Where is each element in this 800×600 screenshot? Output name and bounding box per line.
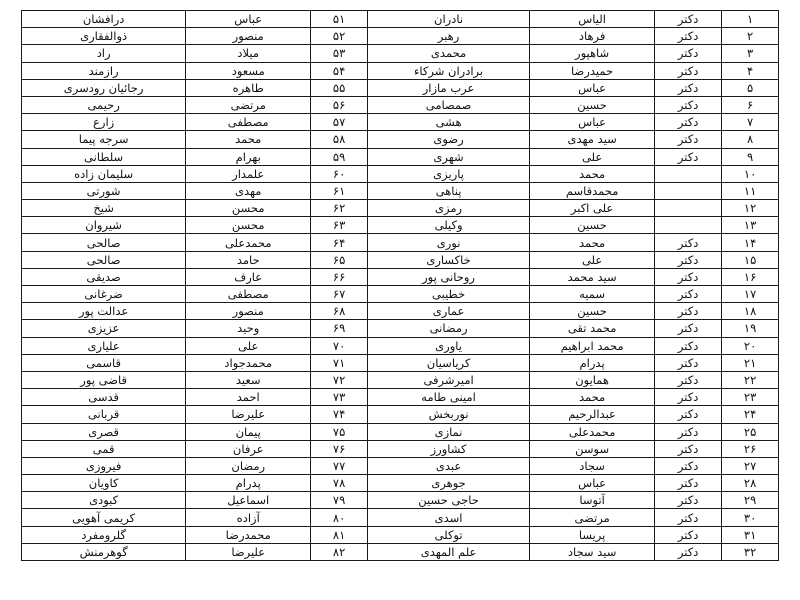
row-number-cell: ۵۸ [311,131,368,148]
title-cell: دکتر [655,389,722,406]
roster-table [21,10,779,561]
first-name-cell: عارف [186,268,311,285]
last-name-cell: کبودی [22,492,186,509]
first-name-cell: مرتضی [530,509,655,526]
first-name-cell: محمد [530,165,655,182]
first-name-cell: محمدعلی [530,423,655,440]
row-number-cell: ۱۸ [722,303,779,320]
table-row [22,406,779,423]
row-number-cell: ۸۲ [311,543,368,560]
table-row [22,217,779,234]
table-row [22,492,779,509]
first-name-cell: محمدرضا [186,526,311,543]
row-number-cell: ۲۶ [722,440,779,457]
first-name-cell: عباس [530,475,655,492]
last-name-cell: قصری [22,423,186,440]
first-name-cell: عباس [530,114,655,131]
row-number-cell: ۲۰ [722,337,779,354]
first-name-cell: پدرام [186,475,311,492]
first-name-cell: وحید [186,320,311,337]
table-row [22,543,779,560]
first-name-cell: محمد [530,234,655,251]
last-name-cell: شیخ [22,200,186,217]
title-cell: دکتر [655,114,722,131]
row-number-cell: ۶۳ [311,217,368,234]
first-name-cell: همایون [530,371,655,388]
title-cell: دکتر [655,354,722,371]
row-number-cell: ۷۸ [311,475,368,492]
last-name-cell: خاکساری [368,251,530,268]
first-name-cell: آزاده [186,509,311,526]
title-cell: دکتر [655,337,722,354]
table-row [22,526,779,543]
row-number-cell: ۷۳ [311,389,368,406]
first-name-cell: سوسن [530,440,655,457]
row-number-cell: ۵۷ [311,114,368,131]
first-name-cell: عباس [530,79,655,96]
row-number-cell: ۲۴ [722,406,779,423]
last-name-cell: هشی [368,114,530,131]
row-number-cell: ۵۱ [311,11,368,28]
table-row [22,62,779,79]
first-name-cell: علی اکبر [530,200,655,217]
row-number-cell: ۷۹ [311,492,368,509]
row-number-cell: ۱۴ [722,234,779,251]
table-row [22,165,779,182]
first-name-cell: علی [186,337,311,354]
table-row [22,268,779,285]
first-name-cell: علیرضا [186,543,311,560]
row-number-cell: ۳۲ [722,543,779,560]
table-row [22,114,779,131]
title-cell: دکتر [655,28,722,45]
title-cell: دکتر [655,79,722,96]
row-number-cell: ۶۹ [311,320,368,337]
first-name-cell: سجاد [530,457,655,474]
row-number-cell: ۲۸ [722,475,779,492]
last-name-cell: فیروزی [22,457,186,474]
last-name-cell: رازمند [22,62,186,79]
last-name-cell: علم المهدی [368,543,530,560]
row-number-cell: ۶ [722,96,779,113]
last-name-cell: درافشان [22,11,186,28]
title-cell: دکتر [655,492,722,509]
first-name-cell: مسعود [186,62,311,79]
first-name-cell: محسن [186,217,311,234]
row-number-cell: ۳ [722,45,779,62]
last-name-cell: عبدی [368,457,530,474]
last-name-cell: سرجه پیما [22,131,186,148]
last-name-cell: عماری [368,303,530,320]
last-name-cell: رحیمی [22,96,186,113]
row-number-cell: ۶۸ [311,303,368,320]
last-name-cell: محمدی [368,45,530,62]
last-name-cell: امیرشرفی [368,371,530,388]
table-row [22,286,779,303]
title-cell: دکتر [655,268,722,285]
row-number-cell: ۵۴ [311,62,368,79]
row-number-cell: ۱۹ [722,320,779,337]
title-cell [655,217,722,234]
table-row [22,509,779,526]
first-name-cell: مصطفی [186,286,311,303]
last-name-cell: گوهرمنش [22,543,186,560]
last-name-cell: علیاری [22,337,186,354]
row-number-cell: ۷۶ [311,440,368,457]
table-row [22,371,779,388]
first-name-cell: حسین [530,217,655,234]
row-number-cell: ۷ [722,114,779,131]
table-row [22,234,779,251]
last-name-cell: یاوری [368,337,530,354]
title-cell: دکتر [655,509,722,526]
last-name-cell: شورتی [22,182,186,199]
first-name-cell: مصطفی [186,114,311,131]
first-name-cell: منصور [186,303,311,320]
first-name-cell: علیرضا [186,406,311,423]
title-cell: دکتر [655,543,722,560]
first-name-cell: محمد [186,131,311,148]
title-cell [655,165,722,182]
row-number-cell: ۶۲ [311,200,368,217]
first-name-cell: اسماعیل [186,492,311,509]
title-cell: دکتر [655,526,722,543]
row-number-cell: ۶۴ [311,234,368,251]
last-name-cell: جوهری [368,475,530,492]
last-name-cell: صالحی [22,234,186,251]
table-row [22,457,779,474]
row-number-cell: ۷۵ [311,423,368,440]
first-name-cell: محمد [530,389,655,406]
row-number-cell: ۱۶ [722,268,779,285]
last-name-cell: برادران شرکاء [368,62,530,79]
first-name-cell: سید مهدی [530,131,655,148]
title-cell: دکتر [655,303,722,320]
last-name-cell: کاویان [22,475,186,492]
row-number-cell: ۱۲ [722,200,779,217]
row-number-cell: ۱۷ [722,286,779,303]
row-number-cell: ۸ [722,131,779,148]
first-name-cell: محمد ابراهیم [530,337,655,354]
first-name-cell: علی [530,148,655,165]
first-name-cell: عبدالرحیم [530,406,655,423]
table-row [22,45,779,62]
row-number-cell: ۷۰ [311,337,368,354]
last-name-cell: خطیبی [368,286,530,303]
table-row [22,96,779,113]
title-cell: دکتر [655,96,722,113]
row-number-cell: ۱۵ [722,251,779,268]
last-name-cell: صالحی [22,251,186,268]
last-name-cell: رمزی [368,200,530,217]
row-number-cell: ۹ [722,148,779,165]
row-number-cell: ۳۰ [722,509,779,526]
last-name-cell: عرب مازار [368,79,530,96]
first-name-cell: حمیدرضا [530,62,655,79]
row-number-cell: ۳۱ [722,526,779,543]
first-name-cell: فرهاد [530,28,655,45]
row-number-cell: ۶۵ [311,251,368,268]
row-number-cell: ۲۱ [722,354,779,371]
row-number-cell: ۲۹ [722,492,779,509]
title-cell: دکتر [655,234,722,251]
row-number-cell: ۶۱ [311,182,368,199]
row-number-cell: ۷۴ [311,406,368,423]
first-name-cell: بهرام [186,148,311,165]
first-name-cell: عرفان [186,440,311,457]
last-name-cell: نوربخش [368,406,530,423]
last-name-cell: رجائیان رودسری [22,79,186,96]
table-row [22,200,779,217]
first-name-cell: پریسا [530,526,655,543]
table-row [22,440,779,457]
row-number-cell: ۵۹ [311,148,368,165]
first-name-cell: آتوسا [530,492,655,509]
table-row [22,475,779,492]
title-cell: دکتر [655,406,722,423]
first-name-cell: سعید [186,371,311,388]
first-name-cell: علی [530,251,655,268]
table-row [22,148,779,165]
last-name-cell: کریاسیان [368,354,530,371]
last-name-cell: کشاورز [368,440,530,457]
last-name-cell: رهبر [368,28,530,45]
title-cell: دکتر [655,148,722,165]
last-name-cell: نمازی [368,423,530,440]
last-name-cell: کریمی آهویی [22,509,186,526]
last-name-cell: شیروان [22,217,186,234]
table-row [22,79,779,96]
last-name-cell: نوری [368,234,530,251]
title-cell [655,182,722,199]
first-name-cell: شاهپور [530,45,655,62]
first-name-cell: محسن [186,200,311,217]
last-name-cell: عزیزی [22,320,186,337]
row-number-cell: ۵۲ [311,28,368,45]
title-cell: دکتر [655,251,722,268]
last-name-cell: توکلی [368,526,530,543]
row-number-cell: ۲۳ [722,389,779,406]
row-number-cell: ۵۶ [311,96,368,113]
first-name-cell: محمدعلی [186,234,311,251]
last-name-cell: ضرغانی [22,286,186,303]
table-row [22,389,779,406]
table-row [22,131,779,148]
first-name-cell: سید سجاد [530,543,655,560]
table-row [22,11,779,28]
first-name-cell: پیمان [186,423,311,440]
title-cell: دکتر [655,62,722,79]
first-name-cell: مهدی [186,182,311,199]
last-name-cell: سلیمان زاده [22,165,186,182]
first-name-cell: محمد تقی [530,320,655,337]
first-name-cell: سمیه [530,286,655,303]
last-name-cell: نادران [368,11,530,28]
row-number-cell: ۸۰ [311,509,368,526]
title-cell: دکتر [655,11,722,28]
last-name-cell: زارع [22,114,186,131]
table-row [22,182,779,199]
last-name-cell: پناهی [368,182,530,199]
row-number-cell: ۸۱ [311,526,368,543]
last-name-cell: سلطانی [22,148,186,165]
row-number-cell: ۲ [722,28,779,45]
title-cell: دکتر [655,45,722,62]
title-cell: دکتر [655,286,722,303]
first-name-cell: حسین [530,303,655,320]
first-name-cell: رمضان [186,457,311,474]
row-number-cell: ۲۷ [722,457,779,474]
title-cell: دکتر [655,457,722,474]
last-name-cell: روحانی پور [368,268,530,285]
last-name-cell: قربانی [22,406,186,423]
title-cell: دکتر [655,131,722,148]
row-number-cell: ۶۰ [311,165,368,182]
first-name-cell: مرتضی [186,96,311,113]
last-name-cell: حاجی حسین [368,492,530,509]
row-number-cell: ۱۱ [722,182,779,199]
table-row [22,423,779,440]
last-name-cell: صمصامی [368,96,530,113]
first-name-cell: میلاد [186,45,311,62]
last-name-cell: قاضی پور [22,371,186,388]
table-row [22,354,779,371]
last-name-cell: صدیقی [22,268,186,285]
row-number-cell: ۲۵ [722,423,779,440]
first-name-cell: محمدقاسم [530,182,655,199]
title-cell: دکتر [655,320,722,337]
title-cell: دکتر [655,440,722,457]
first-name-cell: طاهره [186,79,311,96]
first-name-cell: حامد [186,251,311,268]
last-name-cell: شهری [368,148,530,165]
first-name-cell: الیاس [530,11,655,28]
row-number-cell: ۷۱ [311,354,368,371]
table-row [22,251,779,268]
first-name-cell: سید محمد [530,268,655,285]
table-row [22,337,779,354]
last-name-cell: راد [22,45,186,62]
first-name-cell: علمدار [186,165,311,182]
last-name-cell: رضوی [368,131,530,148]
first-name-cell: احمد [186,389,311,406]
row-number-cell: ۶۷ [311,286,368,303]
row-number-cell: ۷۲ [311,371,368,388]
row-number-cell: ۱ [722,11,779,28]
last-name-cell: گلرومفرد [22,526,186,543]
last-name-cell: پاریزی [368,165,530,182]
title-cell [655,200,722,217]
first-name-cell: پدرام [530,354,655,371]
row-number-cell: ۵۳ [311,45,368,62]
table-row [22,28,779,45]
row-number-cell: ۱۳ [722,217,779,234]
row-number-cell: ۱۰ [722,165,779,182]
title-cell: دکتر [655,423,722,440]
first-name-cell: عباس [186,11,311,28]
row-number-cell: ۵ [722,79,779,96]
last-name-cell: عدالت پور [22,303,186,320]
row-number-cell: ۴ [722,62,779,79]
last-name-cell: قاسمی [22,354,186,371]
last-name-cell: امینی طامه [368,389,530,406]
first-name-cell: حسین [530,96,655,113]
last-name-cell: وکیلی [368,217,530,234]
roster-table-body [22,11,779,561]
last-name-cell: قدسی [22,389,186,406]
title-cell: دکتر [655,371,722,388]
row-number-cell: ۷۷ [311,457,368,474]
row-number-cell: ۵۵ [311,79,368,96]
table-row [22,320,779,337]
first-name-cell: منصور [186,28,311,45]
last-name-cell: قمی [22,440,186,457]
first-name-cell: محمدجواد [186,354,311,371]
row-number-cell: ۶۶ [311,268,368,285]
last-name-cell: اسدی [368,509,530,526]
row-number-cell: ۲۲ [722,371,779,388]
title-cell: دکتر [655,475,722,492]
last-name-cell: ذوالفقاری [22,28,186,45]
last-name-cell: رمضانی [368,320,530,337]
table-row [22,303,779,320]
